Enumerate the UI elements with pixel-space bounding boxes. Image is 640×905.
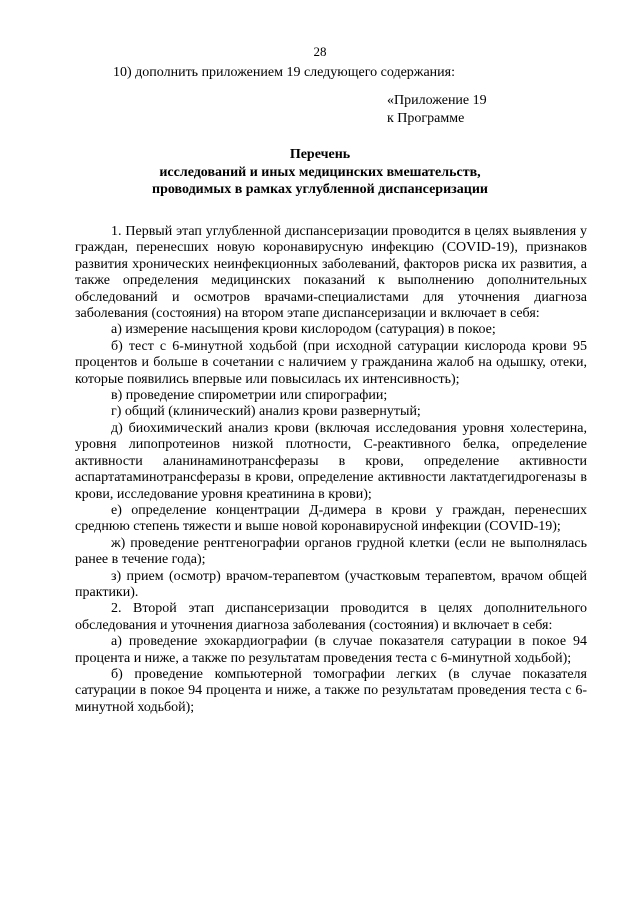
item-1g: г) общий (клинический) анализ крови развернутый; [111,404,421,420]
paragraph-1: 1. Первый этап углубленной диспансеризации проводится в целях выявления у граждан, перенесших новую коронавирусную инфекцию (COVID-19), признаков развития хронических неинфекционных заболеваний, факторов риска их развития, а также определения медицинских показаний к выполнению дополнительных обследований и осмотров врачами-специалистами для уточнения диагноза заболевания (состояния) на втором этапе диспансеризации и включает в себя: [75,224,587,322]
item-2b: б) проведение компьютерной томографии легких (в случае показателя сатурации в покое 94 процента и ниже, а также по результатам проведения теста с 6-минутной ходьбой); [75,666,587,715]
title-line-2: исследований и иных медицинских вмешательств, [159,164,481,180]
appendix-ref-line-1: «Приложение 19 [387,93,487,108]
item-1d: д) биохимический анализ крови (включая исследования уровня холестерина, уровня липопротеинов низкой плотности, С-реактивного белка, определение активности аланинаминотрансферазы в крови, определение активности аспартатаминотрансферазы в крови, определение активности лактатдегидрогеназы в крови, исследование уровня креатинина в крови); [75,420,587,502]
page-number: 28 [313,44,327,59]
item-1e: е) определение концентрации Д-димера в крови у граждан, перенесших среднюю степень тяжести и выше новой коронавирусной инфекции (COVID-19); [75,502,587,535]
item-1v: в) проведение спирометрии или спирографии; [111,388,388,404]
paragraph-2: 2. Второй этап диспансеризации проводится в целях дополнительного обследования и уточнения диагноза заболевания (состояния) и включает в себя: [75,601,587,633]
title-line-1: Перечень [289,147,351,162]
appendix-reference [387,92,487,128]
item-1a: а) измерение насыщения крови кислородом (сатурация) в покое; [111,322,496,338]
intro-line: 10) дополнить приложением 19 следующего содержания: [113,65,455,80]
item-2a: а) проведение эхокардиографии (в случае показателя сатурации в покое 94 процента и ниже, а также по результатам проведения теста с 6-минутной ходьбой); [75,634,587,666]
document-title [90,146,550,199]
appendix-ref-line-2: к Программе [387,111,465,126]
document-body [75,224,587,716]
item-1zh: ж) проведение рентгенографии органов грудной клетки (если не выполнялась ранее в течение года); [75,535,587,568]
title-line-3: проводимых в рамках углубленной диспансеризации [152,182,488,197]
item-1z: з) прием (осмотр) врачом-терапевтом (участковым терапевтом, врачом общей практики). [75,568,587,600]
item-1b: б) тест с 6-минутной ходьбой (при исходной сатурации кислорода крови 95 процентов и больше в сочетании с наличием у гражданина жалоб на одышку, отеки, которые появились впервые или повысилась их интенсивность); [75,338,587,387]
